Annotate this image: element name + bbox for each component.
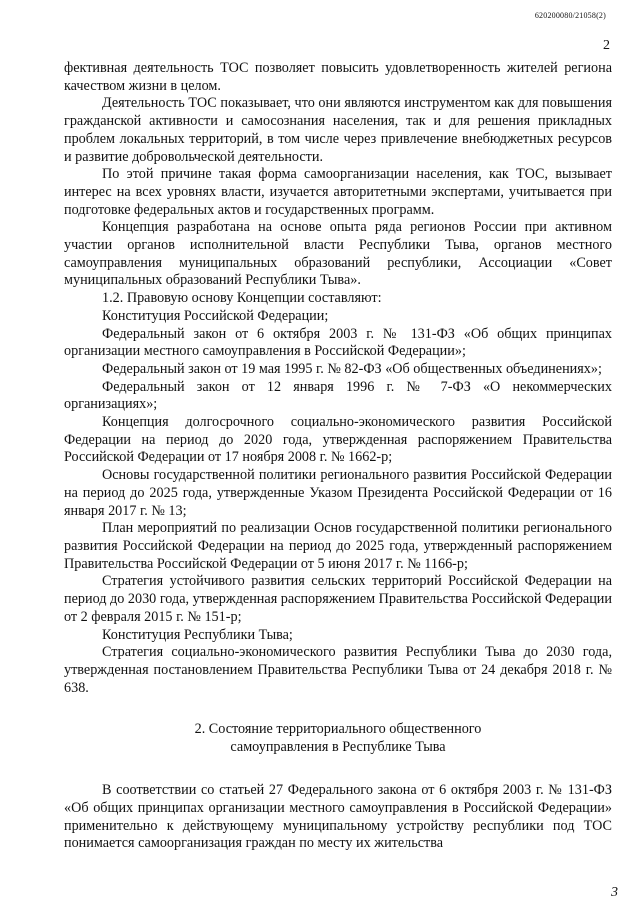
paragraph: Конституция Российской Федерации;: [102, 307, 329, 324]
paragraph: Федеральный закон от 12 января 1996 г. № 7-ФЗ «О некоммерческих организациях»;: [64, 378, 612, 413]
paragraph: Стратегия социально-экономического развития Республики Тыва до 2030 года, утвержденная постановлением Правительства Республики Тыва от 24 декабря 2018 г. № 638.: [64, 644, 612, 696]
page-number: 2: [603, 38, 610, 53]
document-id: 620200080/21058(2): [534, 11, 606, 20]
document-body: [64, 60, 612, 853]
paragraph: фективная деятельность ТОС позволяет повысить удовлетворенность жителей региона качеством жизни в целом.: [64, 60, 612, 94]
paragraph: Стратегия устойчивого развития сельских территорий Российской Федерации на период до 2030 года, утвержденная распоряжением Правительства Российской Федерации от 2 февраля 2015 г. № 151-р;: [64, 573, 612, 625]
paragraph: Федеральный закон от 19 мая 1995 г. № 82-ФЗ «Об общественных объединениях»;: [102, 360, 602, 377]
paragraph: По этой причине такая форма самоорганизации населения, как ТОС, вызывает интерес на всех уровнях власти, изучается авторитетными экспертами, учитывается при подготовке федеральных актов и государственных программ.: [64, 166, 612, 218]
paragraph: В соответствии со статьей 27 Федерального закона от 6 октября 2003 г. № 131-ФЗ «Об общих принципах организации местного самоуправления в Российской Федерации» применительно к действующему муниципальному устройству республики под ТОС понимается самоорганизация граждан по месту их жительства: [64, 782, 612, 852]
paragraph: План мероприятий по реализации Основ государственной политики регионального развития Российской Федерации на период до 2025 года, утвержденный распоряжением Правительства Российской Федерации от 5 июня 2017 г. № 1166-р;: [64, 520, 612, 572]
section-heading-line-1: 2. Состояние территориального общественного: [194, 721, 482, 738]
section-heading: [64, 720, 612, 756]
paragraph: Конституция Республики Тыва;: [102, 626, 293, 643]
section-heading-line-2: самоуправления в Республике Тыва: [230, 739, 446, 756]
paragraph: Концепция долгосрочного социально-экономического развития Российской Федерации на период до 2020 года, утвержденная распоряжением Правительства Российской Федерации от 17 ноября 2008 г. № 1662-р;: [64, 414, 612, 466]
paragraph: Основы государственной политики регионального развития Российской Федерации на период до 2025 года, утвержденные Указом Президента Российской Федерации от 16 января 2017 г. № 13;: [64, 467, 612, 519]
paragraph: Деятельность ТОС показывает, что они являются инструментом как для повышения гражданской активности и самосознания населения, так и для решения прикладных проблем локальных территорий, в том числе через привлечение внебюджетных ресурсов и развитие добровольческой деятельности.: [64, 95, 612, 165]
corner-page-mark: 3: [611, 885, 618, 900]
paragraph: Концепция разработана на основе опыта ряда регионов России при активном участии органов исполнительной власти Республики Тыва, органов местного самоуправления муниципальных образований республики, Ассоциации «Совет муниципальных образований Республики Тыва».: [64, 219, 612, 289]
paragraph: Федеральный закон от 6 октября 2003 г. № 131-ФЗ «Об общих принципах организации местного самоуправления в Российской Федерации»;: [64, 325, 612, 360]
paragraph: 1.2. Правовую основу Концепции составляют:: [102, 290, 382, 307]
